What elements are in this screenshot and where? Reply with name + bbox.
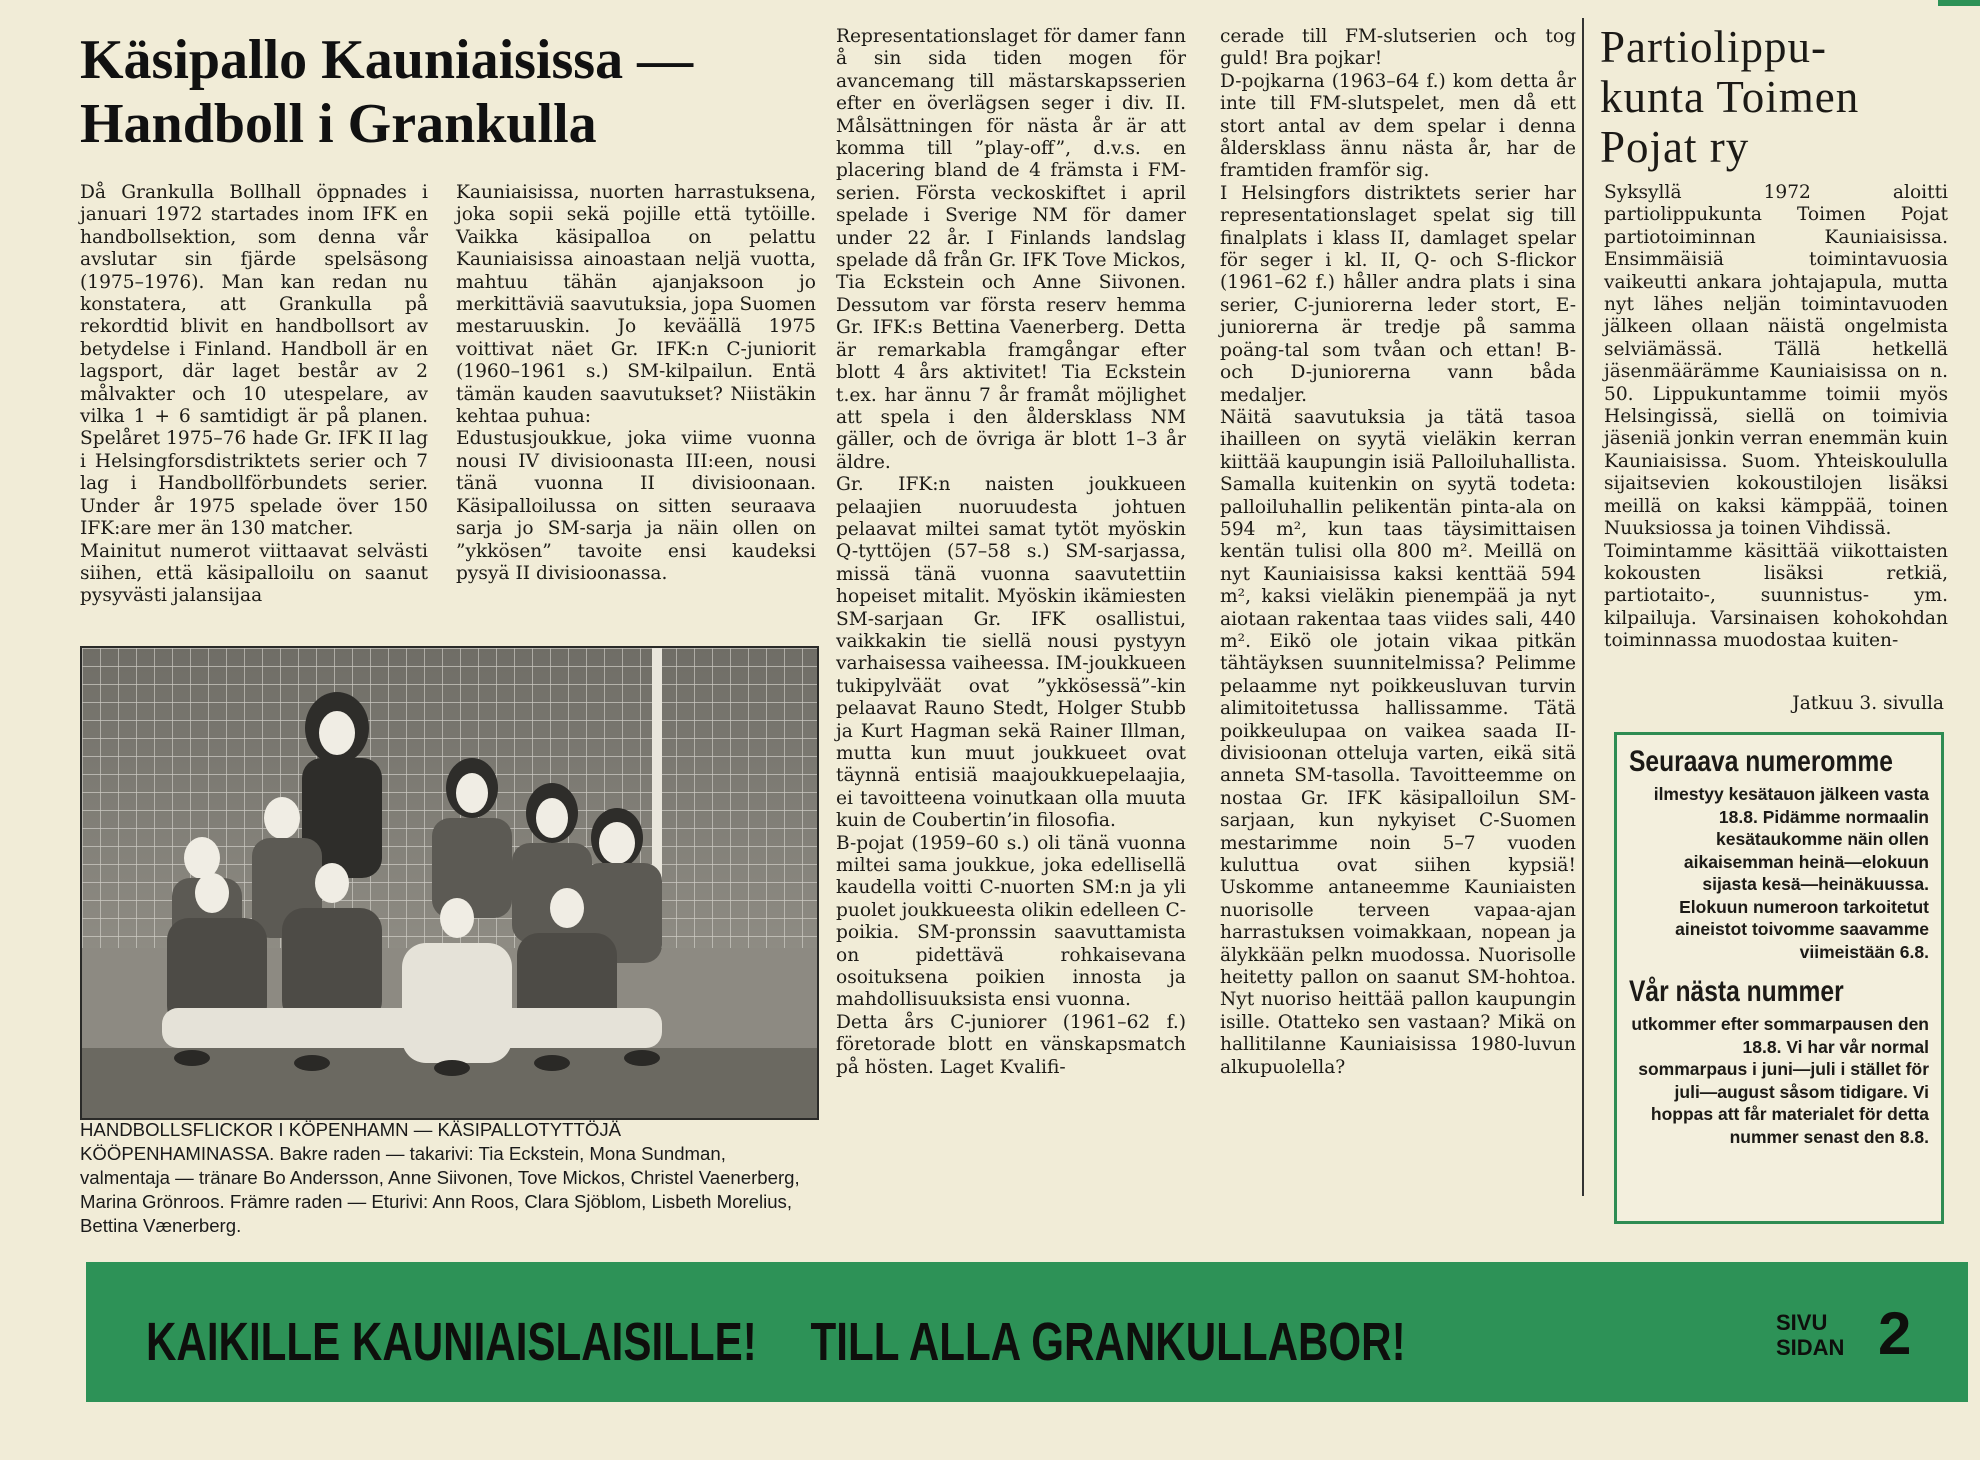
sidebar-title-line: Partiolippu-	[1600, 22, 1827, 72]
corner-green-mark	[1938, 0, 1980, 6]
sidebar-title-line: Pojat ry	[1600, 122, 1750, 172]
footer-banner	[86, 1262, 1968, 1402]
notice-body-fi: ilmestyy kesätauon jälkeen vasta 18.8. Pidämme normaalin kesätaukomme näin ollen aikaisemman heinä—elokuun sijasta kesä—heinäkuussa. Elokuun numeroon tarkoitetut aineistot toivomme saavamme viimeistään 6.8.	[1653, 784, 1929, 962]
page-label-sv: SIDAN	[1776, 1335, 1845, 1360]
continued-note: Jatkuu 3. sivulla	[1792, 693, 1944, 714]
team-photo	[80, 646, 819, 1120]
headline-line-sv: Handboll i Grankulla	[80, 93, 597, 155]
sidebar-title-line: kunta Toimen	[1600, 72, 1860, 122]
sidebar-body: Syksyllä 1972 aloitti partiolippukunta Toimen Pojat partiotoiminnan Kauniaisissa. Ensimmäisiä toimintavuosia vaikeutti ankara johtajapula, mutta nyt lähes neljän toimintavuoden jälkeen ollaan näistä ongelmista selviämässä. Tällä hetkellä jäsenmäärämme Kauniaisissa on n. 50. Lippukuntamme toimii myös Helsingissä, siellä on toimivia jäseniä jonkin verran enemmän kuin Kauniaisissa. Suom. Yhteiskoululla sijaitsevien kokoustilojen lisäksi meillä on kaksi kämppää, toinen Nuuksiossa ja toinen Vihdissä. Toimintamme käsittää viikottaisten kokousten lisäksi retkiä, partiotaito-, suunnistus- ym. kilpailuja. Varsinaisen kohokohdan toiminnassa muodostaa kuiten-	[1604, 182, 1948, 652]
page-number: 2	[1878, 1300, 1912, 1367]
sidebar-title	[1600, 22, 1950, 172]
notice-heading-sv: Vår nästa nummer	[1629, 975, 1844, 1008]
article-column-4: cerade till FM-slutserien och tog guld! Bra pojkar! D-pojkarna (1963–64 f.) kom detta år inte till FM-slutspelet, men då ett stort antal av dem spelar i denna åldersklass ännu nästa år, har de framtiden framför sig. I Helsingfors distriktets serier har representationslaget spelat sig till finalplats i klass II, damlaget spelar för seger i kl. II, Q- och S-flickor (1961–62 f.) håller andra plats i sina serier, C-juniorerna leder stort, E-juniorerna är tredje på samma poäng-tal som tvåan och ettan! B- och D-juniorerna vann båda medaljer. Näitä saavutuksia ja tätä tasoa ihailleen on syytä vieläkin kerran kiittää kaupungin isiä Palloiluhallista. Samalla kuitenkin on syytä todeta: palloiluhallin pelikentän pinta-ala on 594 m², kun taas täysimittaisen kentän tulisi olla 800 m². Meillä on nyt Kauniaisissa kaksi kenttää 594 m², kaksi vieläkin pienempää ja nyt aiotaan rakentaa taas viides sali, 440 m². Eikö ole jotain vikaa pitkän tähtäyksen suunnitelmissa? Pelimme pelaamme nyt poikkeusluvan turvin alimitoitetussa hallissamme. Tätä poikkeulupaa on vaikea saada II-divisioonan otteluja varten, eikä sitä anneta SM-tasolla. Tavoitteemme on nostaa Gr. IFK käsipalloilun SM-sarjaan, kun nykyiset C-Suomen mestarimme noin 5–7 vuoden kuluttua ovat siihen kypsiä! Uskomme antaneemme Kauniaisten nuorisolle terveen vapaa-ajan harrastuksen voimakkaan, nopean ja älykkään pelkn muodossa. Nuorisolle heitetty pallon on saanut SM-hohtoa. Nyt nuoriso heittää pallon kaupungin isille. Otatteko sen vastaan? Mikä on hallitilanne Kauniaisissa 1980-luvun alkupuolella?	[1220, 26, 1576, 1078]
notice-body-sv: utkommer efter sommarpausen den 18.8. Vi har vår normal sommarpaus i juni—juli i stället för juli—august såsom tidigare. Vi hoppas att får materialet för detta nummer senast den 8.8.	[1631, 1014, 1929, 1147]
notice-heading-fi: Seuraava numeromme	[1629, 745, 1893, 778]
page-label	[1776, 1310, 1866, 1360]
slogan-fi: KAIKILLE KAUNIAISLAISILLE!	[146, 1312, 757, 1372]
article-column-2: Kauniaisissa, nuorten harrastuksena, joka sopii sekä pojille että tytöille. Vaikka käsipalloa on pelattu Kauniaisissa ainoastaan neljä vuotta, mahtuu tähän ajanjaksoon jo merkittäviä saavutuksia, jopa Suomen mestaruuskin. Jo keväällä 1975 voittivat näet Gr. IFK:n C-juniorit (1960–1961 s.) SM-kilpailun. Entä tämän kauden saavutukset? Niistäkin kehtaa puhua: Edustusjoukkue, joka viime vuonna nousi IV divisioonasta III:een, nousi tänä vuonna II divisioonaan. Käsipalloilussa on sitten seuraava sarja jo SM-sarja ja näin ollen on ”ykkösen” tavoite ensi kaudeksi pysyä II divisioonassa.	[456, 182, 816, 584]
article-headline	[80, 28, 780, 156]
team-photo-illustration	[82, 648, 817, 1118]
slogan-sv: TILL ALLA GRANKULLABOR!	[810, 1312, 1406, 1372]
column-divider	[1582, 18, 1584, 1196]
headline-line-fi: Käsipallo Kauniaisissa —	[80, 29, 694, 91]
page-label-fi: SIVU	[1776, 1310, 1828, 1335]
next-issue-notice	[1614, 732, 1944, 1224]
article-column-3: Representationslaget för damer fann å sin sida tiden mogen för avancemang till mästarskapsserien efter en överlägsen seger i div. II. Målsättningen för nästa år är att komma till ”play-off”, d.v.s. en placering bland de 4 främsta i FM-serien. Första veckoskiftet i april spelade i Sverige NM för damer under 22 år. I Finlands landslag spelade då från Gr. IFK Tove Mickos, Tia Eckstein och Anne Siivonen. Dessutom var första reserv hemma Gr. IFK:s Bettina Vaenerberg. Detta är remarkabla framgångar efter blott 4 års aktivitet! Tia Eckstein t.ex. har ännu 7 år framåt möjlighet att spela i den åldersklass NM gäller, och de övriga är blott 1–3 år äldre. Gr. IFK:n naisten joukkueen pelaajien nuoruudesta johtuen pelaavat miltei samat tytöt myöskin Q-tyttöjen (57–58 s.) SM-sarjassa, missä tänä vuonna saavutettiin hopeiset mitalit. Myöskin ikämiesten SM-sarjaan Gr. IFK osallistui, vaikkakin tie siellä nousi pystyyn varhaisessa vaiheessa. IM-joukkueen tukipylväät ovat ”ykkösessä”-kin pelaavat Rauno Stedt, Holger Stubb ja Kurt Hagman sekä Rainer Illman, mutta kun muut joukkueet ovat täynnä entisiä maajoukkuepelaajia, ei tavoitteena voinutkaan olla muuta kuin de Coubertin’in filosofia. B-pojat (1959–60 s.) oli tänä vuonna miltei sama joukkue, joka edellisellä kaudella voitti C-nuorten SM:n ja yli puolet joukkueesta olikin edelleen C-poikia. SM-pronssin saavuttamista on pidettävä rohkaisevana osoituksena poikien innosta ja mahdollisuuksista ensi vuonna. Detta års C-juniorer (1961–62 f.) företorade blott en vänskapsmatch på hösten. Laget Kvalifi-	[836, 26, 1186, 1078]
footer-slogans	[146, 1312, 1448, 1372]
photo-caption: HANDBOLLSFLICKOR I KÖPENHAMN — KÄSIPALLOTYTTÖJÄ KÖÖPENHAMINASSA. Bakre raden — takarivi: Tia Eckstein, Mona Sundman, valmentaja — tränare Bo Andersson, Anne Siivonen, Tove Mickos, Christel Vaenerberg, Marina Grönroos. Främre raden — Eturivi: Ann Roos, Clara Sjöblom, Lisbeth Morelius, Bettina Vænerberg.	[80, 1119, 800, 1236]
article-column-1: Då Grankulla Bollhall öppnades i januari 1972 startades inom IFK en handbollsektion, som denna vår avslutar sin fjärde spelsäsong (1975–1976). Man kan redan nu konstatera, att Grankulla på rekordtid blivit en handbollsort av betydelse i Finland. Handboll är en lagsport, där laget består av 2 målvakter och 10 utespelare, av vilka 1 + 6 samtidigt är på planen. Spelåret 1975–76 hade Gr. IFK II lag i Helsingforsdistriktets serier och 7 lag i Handbollförbundets serier. Under år 1975 spelade över 150 IFK:are mer än 130 matcher. Mainitut numerot viittaavat selvästi siihen, että käsipalloilu on saanut pysyvästi jalansijaa	[80, 182, 428, 607]
